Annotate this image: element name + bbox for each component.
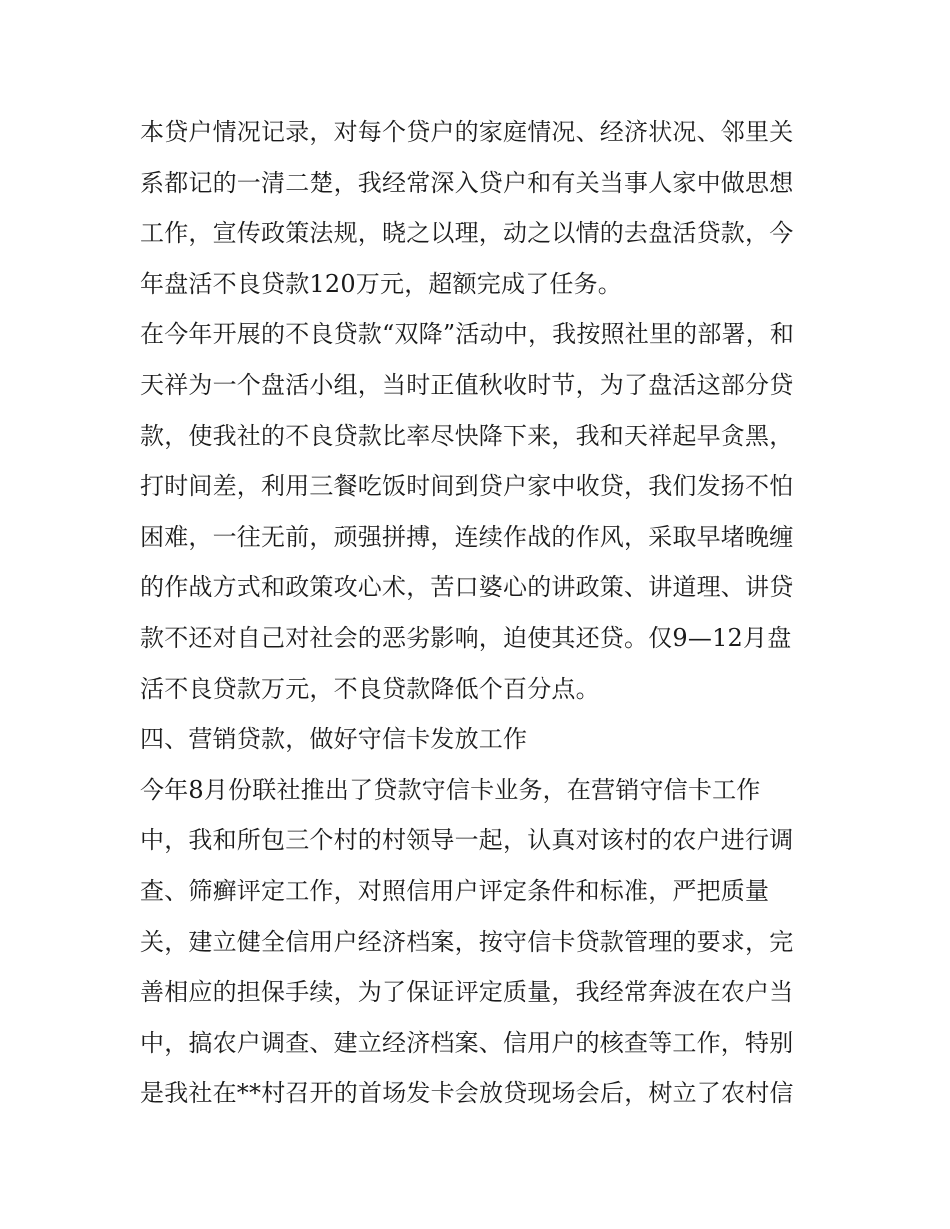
- text-line: 本贷户情况记录，对每个贷户的家庭情况、经济状况、邻里关: [140, 118, 794, 146]
- text-line: 工作，宣传政策法规，晓之以理，动之以情的去盘活贷款，今: [140, 219, 794, 248]
- text-line: 困难，一往无前，顽强拼搏，连续作战的作风，采取早堵晚缠: [140, 522, 794, 551]
- text-line: 年盘活不良贷款120万元，超额完成了任务。: [140, 269, 623, 298]
- text-line: 的作战方式和政策攻心术，苦口婆心的讲政策、讲道理、讲贷: [140, 573, 794, 602]
- text-line: 款，使我社的不良贷款比率尽快降下来，我和天祥起早贪黑，: [140, 421, 794, 450]
- section-heading: 四、营销贷款，做好守信卡发放工作: [140, 725, 528, 754]
- text-line: 天祥为一个盘活小组，当时正值秋收时节，为了盘活这部分贷: [140, 370, 794, 399]
- body-text: [140, 107, 820, 1119]
- text-line: 打时间差，利用三餐吃饭时间到贷户家中收贷，我们发扬不怕: [140, 472, 794, 501]
- text-line: 在今年开展的不良贷款“双降”活动中，我按照社里的部署，和: [140, 320, 795, 349]
- text-line: 关，建立健全信用户经济档案，按守信卡贷款管理的要求，完: [140, 927, 794, 956]
- text-line: 系都记的一清二楚，我经常深入贷户和有关当事人家中做思想: [140, 168, 794, 197]
- text-line: 今年8月份联社推出了贷款守信卡业务，在营销守信卡工作: [140, 775, 761, 804]
- text-line: 是我社在**村召开的首场发卡会放贷现场会后，树立了农村信: [140, 1079, 794, 1108]
- text-line: 善相应的担保手续，为了保证评定质量，我经常奔波在农户当: [140, 978, 794, 1007]
- text-line: 中，搞农户调查、建立经济档案、信用户的核查等工作，特别: [140, 1028, 794, 1057]
- text-line: 查、筛癣评定工作，对照信用户评定条件和标准，严把质量: [140, 876, 770, 905]
- text-line: 中，我和所包三个村的村领导一起，认真对该村的农户进行调: [140, 826, 794, 855]
- text-line: 活不良贷款万元，不良贷款降低个百分点。: [140, 674, 600, 703]
- text-line: 款不还对自己对社会的恶劣影响，迫使其还贷。仅9—12月盘: [140, 623, 792, 652]
